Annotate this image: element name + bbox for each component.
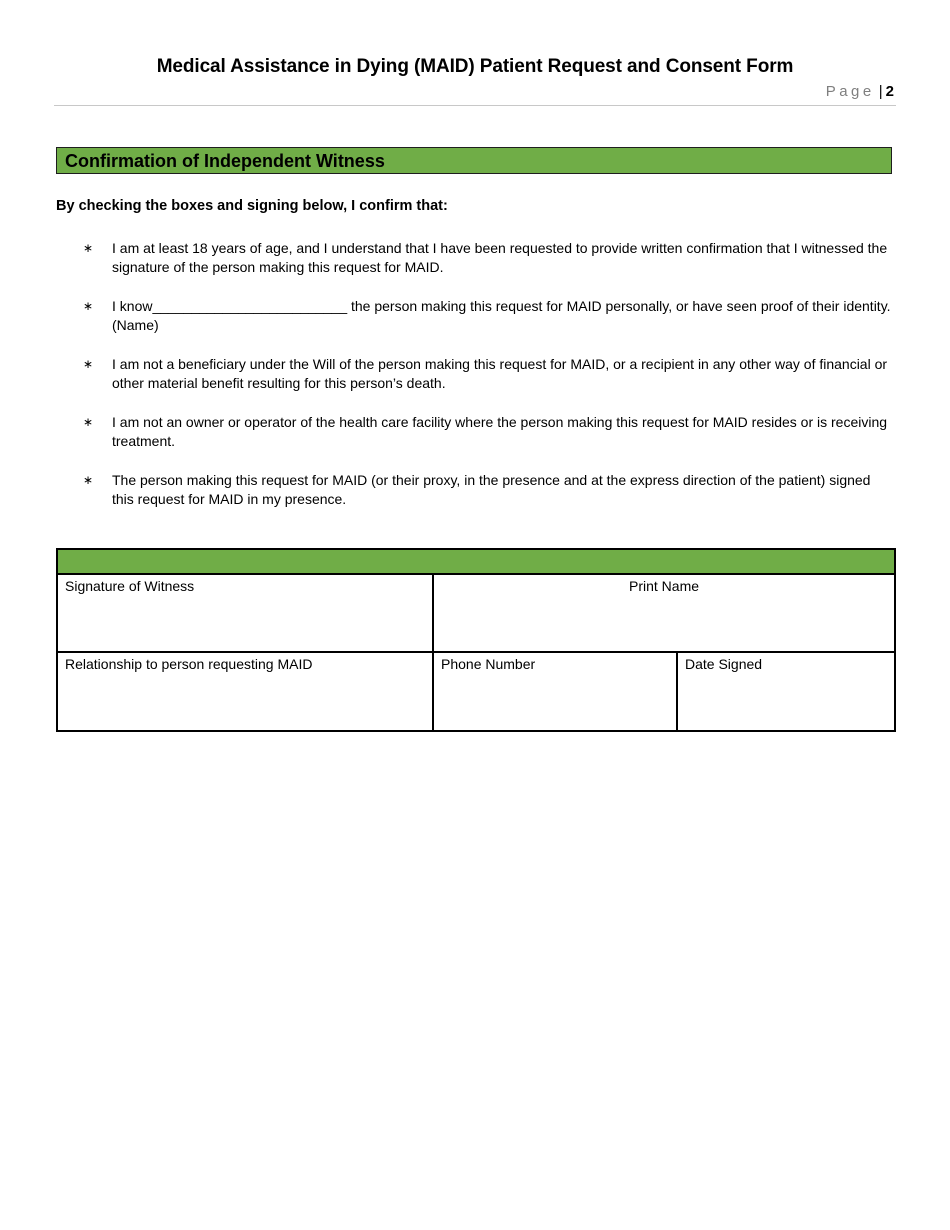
statement-text: I know_________________________ the person making this request for MAID personally, or have seen proof of their identity. (Name) bbox=[112, 298, 907, 333]
signature-label: Signature of Witness bbox=[65, 578, 195, 594]
table-header-bar bbox=[57, 549, 895, 574]
date-signed-field[interactable] bbox=[677, 652, 895, 731]
bullet-icon: ∗ bbox=[83, 241, 94, 255]
statement-age[interactable] bbox=[56, 239, 896, 277]
section-banner: Confirmation of Independent Witness bbox=[56, 147, 892, 174]
bullet-icon: ∗ bbox=[83, 415, 94, 429]
page-number bbox=[826, 83, 894, 100]
statement-text: I am at least 18 years of age, and I understand that I have been requested to provide written confirmation that I witnessed the signature of the person making this request for MAID. bbox=[112, 240, 888, 275]
document-title: Medical Assistance in Dying (MAID) Patient Request and Consent Form bbox=[156, 56, 794, 77]
statement-text: I am not a beneficiary under the Will of the person making this request for MAID, or a recipient in any other way of financial or other material benefit resulting for this person’s death. bbox=[112, 356, 888, 391]
statement-not-beneficiary[interactable] bbox=[56, 355, 896, 393]
statement-list bbox=[56, 239, 907, 529]
intro-text: By checking the boxes and signing below, I confirm that: bbox=[56, 198, 448, 214]
print-name-field[interactable] bbox=[433, 574, 895, 652]
phone-label: Phone Number bbox=[441, 656, 536, 672]
relationship-label: Relationship to person requesting MAID bbox=[65, 656, 313, 672]
page-separator: | bbox=[878, 83, 883, 100]
relationship-field[interactable] bbox=[57, 652, 433, 731]
bullet-icon: ∗ bbox=[83, 473, 94, 487]
date-label: Date Signed bbox=[685, 656, 763, 672]
witness-signature-table bbox=[56, 548, 896, 732]
page-number-value: 2 bbox=[885, 83, 894, 100]
page-word: Page bbox=[825, 83, 875, 100]
statement-signed-presence[interactable] bbox=[56, 471, 896, 509]
print-name-label: Print Name bbox=[629, 578, 700, 594]
bullet-icon: ∗ bbox=[83, 299, 94, 313]
phone-number-field[interactable] bbox=[433, 652, 677, 731]
statement-know-person[interactable] bbox=[56, 297, 907, 335]
statement-text: I am not an owner or operator of the health care facility where the person making this request for MAID resides or is receiving treatment. bbox=[112, 414, 888, 449]
bullet-icon: ∗ bbox=[83, 357, 94, 371]
statement-not-owner[interactable] bbox=[56, 413, 896, 451]
table-header-cell bbox=[57, 549, 895, 574]
header-divider bbox=[54, 105, 896, 106]
statement-text: The person making this request for MAID (or their proxy, in the presence and at the express direction of the patient) signed this request for MAID in my presence. bbox=[112, 472, 871, 507]
signature-of-witness-field[interactable] bbox=[57, 574, 433, 652]
